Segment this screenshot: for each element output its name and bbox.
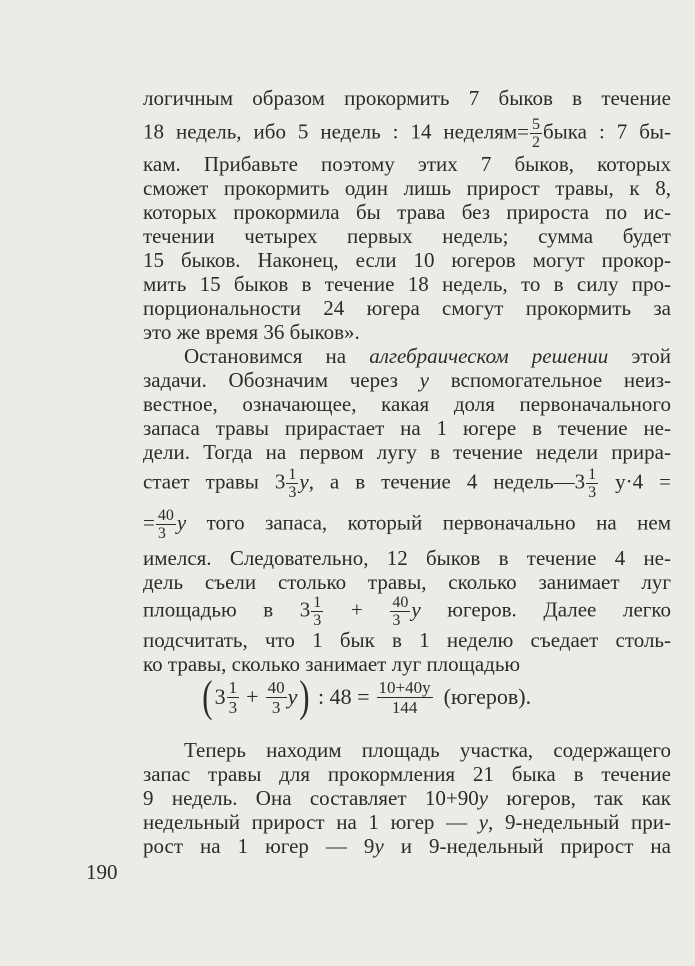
fraction: $\frac{1}{3}$ (588, 466, 597, 501)
text-line: дель съели столько травы, сколько занимает луг (143, 570, 671, 594)
text-line: порциональности 24 югера смогут прокормить за (143, 296, 671, 320)
fraction: $\frac{5}{2}$ (531, 116, 540, 151)
fraction: $\frac{40}{3}$ (392, 594, 409, 629)
fraction: $\frac{1}{3}$ (228, 677, 238, 717)
page-number: 190 (86, 860, 118, 884)
text-line: течении четырех первых недель; сумма будет (143, 224, 671, 248)
text-line: сможет прокормить один лишь прирост травы, к 8, (143, 176, 671, 200)
text-line: рост на 1 югер — 9y и 9-недельный прирост на (143, 834, 671, 858)
text-line: = $\frac{40}{3}$ y того запаса, который первоначально на нем (143, 507, 671, 542)
fraction: $\frac{40}{3}$ (267, 677, 285, 717)
display-formula: ( 3 $\frac{1}{3}$ + $\frac{40}{3}$ y ) : 48 = $\frac{10+40y}{144}$ (югеров). (202, 672, 532, 721)
fraction: $\frac{1}{3}$ (313, 594, 322, 629)
text-line: логичным образом прокормить 7 быков в течение (143, 86, 671, 110)
text-line: 15 быков. Наконец, если 10 югеров могут прокор- (143, 248, 671, 272)
text-line: имелся. Следовательно, 12 быков в течение 4 не- (143, 546, 671, 570)
fraction: $\frac{1}{3}$ (288, 466, 297, 501)
text-line: которых прокормила бы трава без прироста по ис- (143, 200, 671, 224)
text-line: площадью в 3 $\frac{1}{3}$ + $\frac{40}{3}$ y югеров. Далее легко (143, 594, 672, 629)
text-line: кам. Прибавьте поэтому этих 7 быков, которых (143, 152, 671, 176)
text-line: Теперь находим площадь участка, содержащего (184, 738, 671, 762)
text-line: 9 недель. Она составляет 10+90y югеров, так как (143, 786, 671, 810)
text-line: Остановимся на алгебраическом решении этой (184, 344, 671, 368)
text-line: вестное, означающее, какая доля первоначального (143, 392, 671, 416)
text-line: запас травы для прокормления 21 быка в течение (143, 762, 671, 786)
text-line: задачи. Обозначим через y вспомогательное неиз- (143, 368, 671, 392)
text-line: подсчитать, что 1 бык в 1 неделю съедает столь- (143, 628, 671, 652)
fraction: $\frac{10+40y}{144}$ (378, 677, 431, 717)
text-line: стает травы 3 $\frac{1}{3}$ y, а в течение 4 недель—3 $\frac{1}{3}$ y·4 = (143, 466, 671, 501)
text-line: запаса травы прирастает на 1 югере в течение не- (143, 416, 671, 440)
text-line: дели. Тогда на первом лугу в течение недели прира- (143, 440, 671, 464)
fraction: $\frac{40}{3}$ (157, 507, 174, 542)
text-line: ко травы, сколько занимает луг площадью (143, 652, 521, 676)
text-line: 18 недель, ибо 5 недель : 14 неделям= $\frac{5}{2}$ быка : 7 бы- (143, 116, 671, 151)
text-line: мить 15 быков в течение 18 недель, то в силу про- (143, 272, 671, 296)
text-line: это же время 36 быков». (143, 320, 360, 344)
text-line: недельный прирост на 1 югер — y, 9-недельный при- (143, 810, 671, 834)
